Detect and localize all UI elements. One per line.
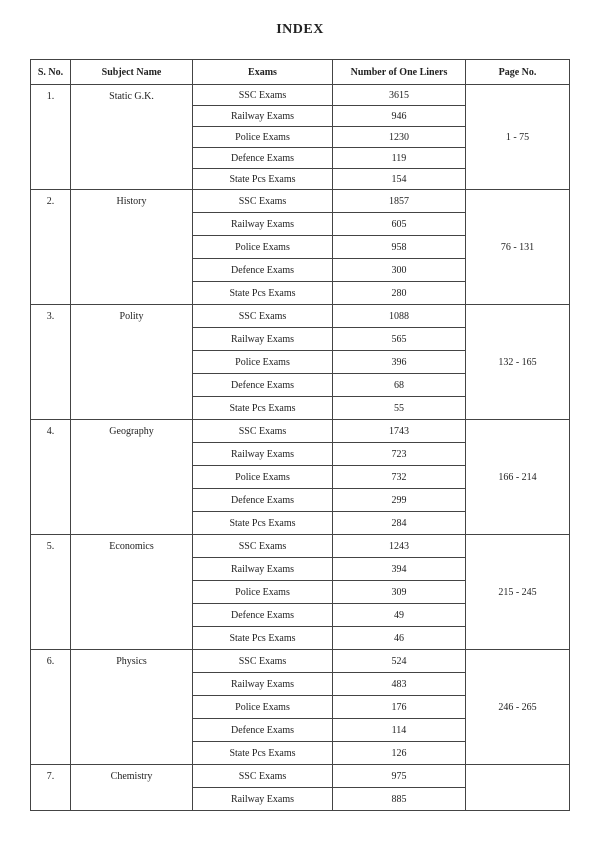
exam-cell: Railway Exams <box>193 443 333 466</box>
one-liner-count-cell: 605 <box>333 213 466 236</box>
table-row <box>31 535 570 558</box>
exam-cell: Railway Exams <box>193 788 333 811</box>
table-row <box>31 305 570 328</box>
table-row <box>31 765 570 788</box>
header-count: Number of One Liners <box>333 60 466 85</box>
header-exams: Exams <box>193 60 333 85</box>
exam-cell: State Pcs Exams <box>193 169 333 190</box>
one-liner-count-cell: 126 <box>333 742 466 765</box>
subject-name-cell: Physics <box>71 650 193 765</box>
exam-cell: Defence Exams <box>193 719 333 742</box>
exam-cell: State Pcs Exams <box>193 742 333 765</box>
one-liner-count-cell: 1243 <box>333 535 466 558</box>
exam-cell: Police Exams <box>193 236 333 259</box>
exam-cell: State Pcs Exams <box>193 282 333 305</box>
header-subject: Subject Name <box>71 60 193 85</box>
one-liner-count-cell: 68 <box>333 374 466 397</box>
exam-cell: Defence Exams <box>193 259 333 282</box>
page-range-cell: 215 - 245 <box>466 535 570 650</box>
one-liner-count-cell: 885 <box>333 788 466 811</box>
one-liner-count-cell: 46 <box>333 627 466 650</box>
one-liner-count-cell: 1088 <box>333 305 466 328</box>
subject-name-cell: Chemistry <box>71 765 193 811</box>
exam-cell: SSC Exams <box>193 420 333 443</box>
exam-cell: Defence Exams <box>193 374 333 397</box>
page-title: INDEX <box>276 22 324 37</box>
one-liner-count-cell: 49 <box>333 604 466 627</box>
table-row <box>31 85 570 106</box>
one-liner-count-cell: 483 <box>333 673 466 696</box>
serial-number-cell: 1. <box>31 85 71 190</box>
exam-cell: Railway Exams <box>193 558 333 581</box>
exam-cell: SSC Exams <box>193 190 333 213</box>
one-liner-count-cell: 1857 <box>333 190 466 213</box>
table-row <box>31 650 570 673</box>
subject-name-cell: Polity <box>71 305 193 420</box>
index-body <box>31 85 570 811</box>
one-liner-count-cell: 55 <box>333 397 466 420</box>
one-liner-count-cell: 732 <box>333 466 466 489</box>
one-liner-count-cell: 396 <box>333 351 466 374</box>
exam-cell: SSC Exams <box>193 765 333 788</box>
one-liner-count-cell: 975 <box>333 765 466 788</box>
page-range-cell: 166 - 214 <box>466 420 570 535</box>
page-range-cell: 246 - 265 <box>466 650 570 765</box>
serial-number-cell: 7. <box>31 765 71 811</box>
one-liner-count-cell: 394 <box>333 558 466 581</box>
page-range-cell: 76 - 131 <box>466 190 570 305</box>
exam-cell: Police Exams <box>193 351 333 374</box>
header-sno: S. No. <box>31 60 71 85</box>
page-range-cell: 132 - 165 <box>466 305 570 420</box>
serial-number-cell: 3. <box>31 305 71 420</box>
one-liner-count-cell: 280 <box>333 282 466 305</box>
exam-cell: Police Exams <box>193 696 333 719</box>
one-liner-count-cell: 723 <box>333 443 466 466</box>
one-liner-count-cell: 3615 <box>333 85 466 106</box>
index-table <box>30 59 570 811</box>
one-liner-count-cell: 309 <box>333 581 466 604</box>
exam-cell: Railway Exams <box>193 106 333 127</box>
exam-cell: State Pcs Exams <box>193 627 333 650</box>
exam-cell: Defence Exams <box>193 604 333 627</box>
one-liner-count-cell: 946 <box>333 106 466 127</box>
one-liner-count-cell: 1230 <box>333 127 466 148</box>
one-liner-count-cell: 154 <box>333 169 466 190</box>
exam-cell: Railway Exams <box>193 328 333 351</box>
one-liner-count-cell: 176 <box>333 696 466 719</box>
exam-cell: Police Exams <box>193 127 333 148</box>
serial-number-cell: 2. <box>31 190 71 305</box>
exam-cell: State Pcs Exams <box>193 512 333 535</box>
subject-name-cell: Static G.K. <box>71 85 193 190</box>
table-row <box>31 420 570 443</box>
one-liner-count-cell: 524 <box>333 650 466 673</box>
exam-cell: SSC Exams <box>193 305 333 328</box>
serial-number-cell: 6. <box>31 650 71 765</box>
subject-name-cell: Geography <box>71 420 193 535</box>
one-liner-count-cell: 300 <box>333 259 466 282</box>
exam-cell: Railway Exams <box>193 213 333 236</box>
header-page: Page No. <box>466 60 570 85</box>
exam-cell: Defence Exams <box>193 489 333 512</box>
page-range-cell <box>466 765 570 811</box>
header-row <box>31 60 570 85</box>
exam-cell: SSC Exams <box>193 85 333 106</box>
one-liner-count-cell: 1743 <box>333 420 466 443</box>
exam-cell: SSC Exams <box>193 650 333 673</box>
exam-cell: Defence Exams <box>193 148 333 169</box>
one-liner-count-cell: 958 <box>333 236 466 259</box>
page-range-cell: 1 - 75 <box>466 85 570 190</box>
exam-cell: SSC Exams <box>193 535 333 558</box>
exam-cell: Police Exams <box>193 466 333 489</box>
exam-cell: Railway Exams <box>193 673 333 696</box>
one-liner-count-cell: 299 <box>333 489 466 512</box>
exam-cell: Police Exams <box>193 581 333 604</box>
table-row <box>31 190 570 213</box>
one-liner-count-cell: 114 <box>333 719 466 742</box>
exam-cell: State Pcs Exams <box>193 397 333 420</box>
serial-number-cell: 5. <box>31 535 71 650</box>
subject-name-cell: History <box>71 190 193 305</box>
serial-number-cell: 4. <box>31 420 71 535</box>
one-liner-count-cell: 119 <box>333 148 466 169</box>
one-liner-count-cell: 565 <box>333 328 466 351</box>
subject-name-cell: Economics <box>71 535 193 650</box>
one-liner-count-cell: 284 <box>333 512 466 535</box>
